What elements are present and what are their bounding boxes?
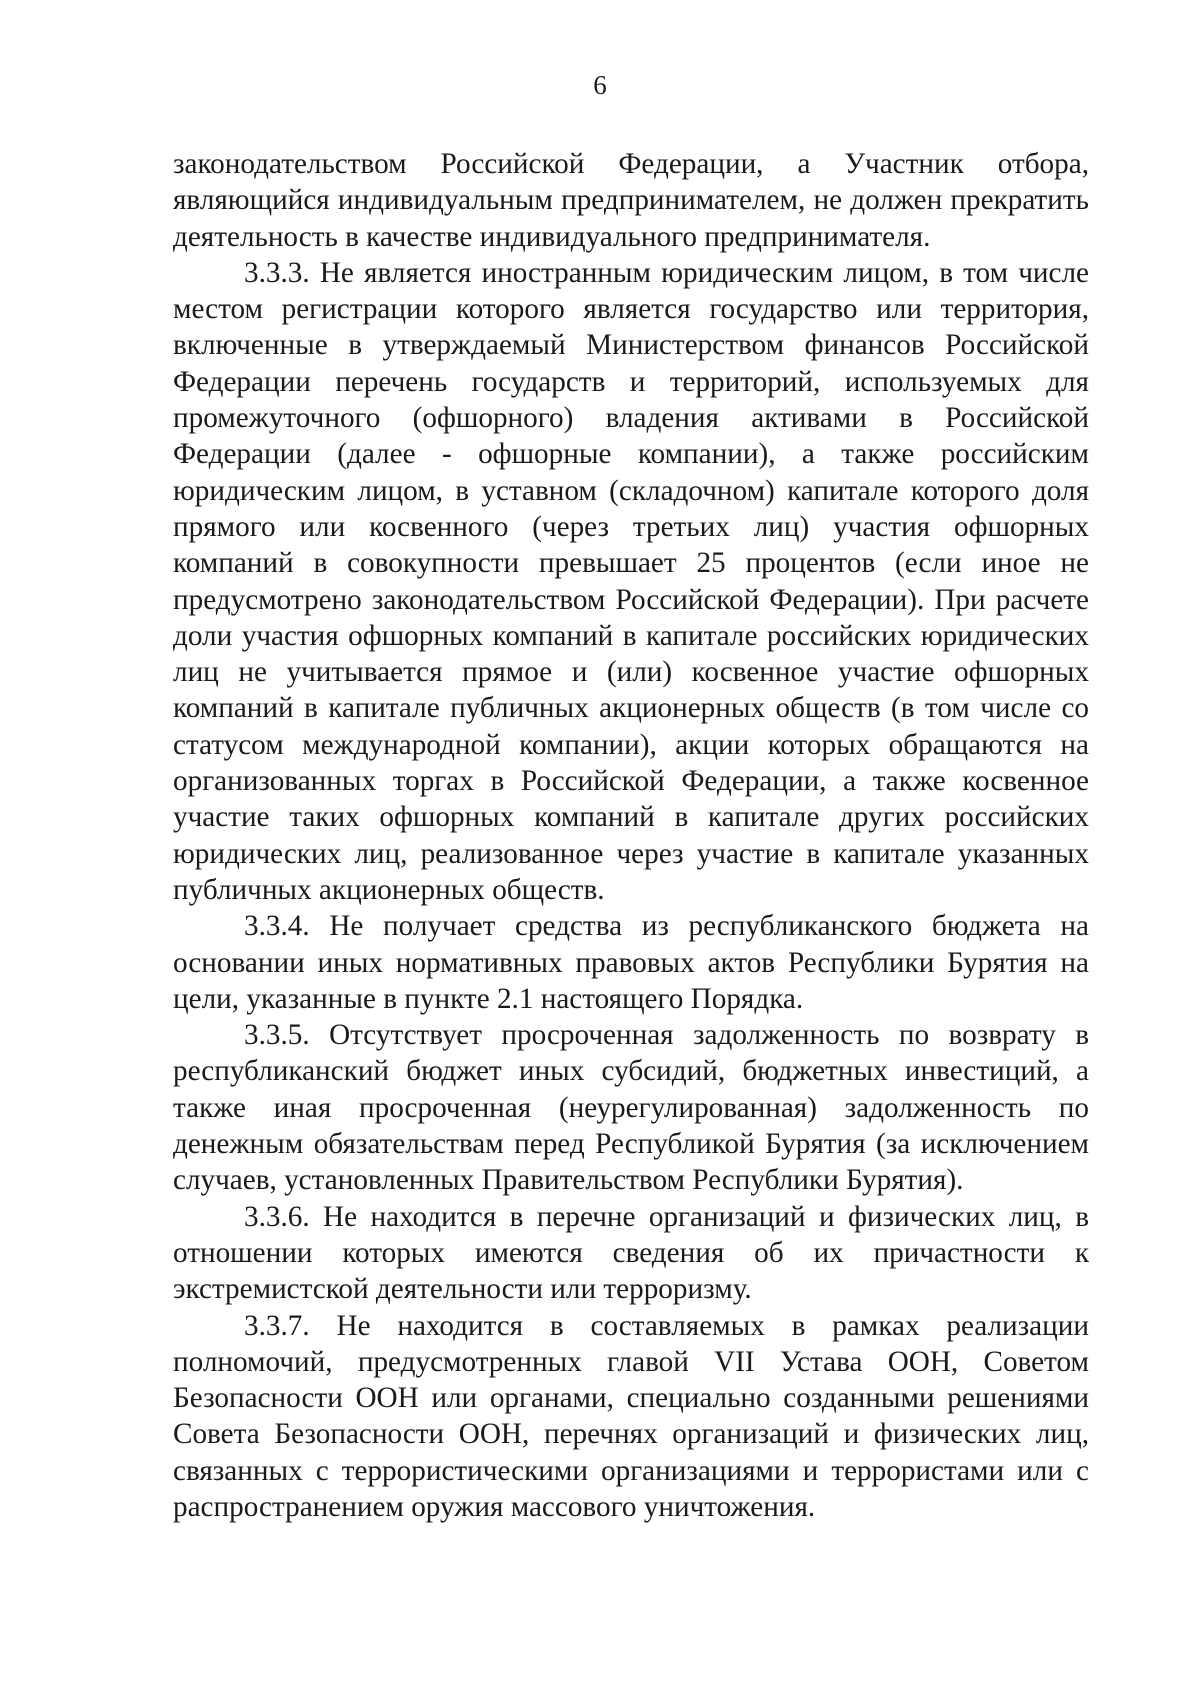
paragraph-3-3-4: 3.3.4. Не получает средства из республиканского бюджета на основании иных нормативных правовых актов Республики Бурятия на цели, указанные в пункте 2.1 настоящего Порядка.	[173, 910, 1089, 1015]
document-body	[173, 146, 1089, 1525]
paragraph-continuation: законодательством Российской Федерации, а Участник отбора, являющийся индивидуальным предпринимателем, не должен прекратить деятельность в качестве индивидуального предпринимателя.	[173, 148, 1089, 253]
paragraph-3-3-7: 3.3.7. Не находится в составляемых в рамках реализации полномочий, предусмотренных главой VII Устава ООН, Советом Безопасности ООН или органами, специально созданными решениями Совета Безопасности ООН, перечнях организаций и физических лиц, связанных с террористическими организациями и террористами или с распространением оружия массового уничтожения.	[173, 1309, 1089, 1523]
paragraph-3-3-6: 3.3.6. Не находится в перечне организаций и физических лиц, в отношении которых имеются сведения об их причастности к экстремистской деятельности или терроризму.	[173, 1200, 1089, 1306]
paragraph-3-3-3: 3.3.3. Не является иностранным юридическим лицом, в том числе местом регистрации которого является государство или территория, включенные в утверждаемый Министерством финансов Российской Федерации перечень государств и территорий, используемых для промежуточного (офшорного) владения активами в Российской Федерации (далее - офшорные компании), а также российским юридическим лицом, в уставном (складочном) капитале которого доля прямого или косвенного (через третьих лиц) участия офшорных компаний в совокупности превышает 25 процентов (если иное не предусмотрено законодательством Российской Федерации). При расчете доли участия офшорных компаний в капитале российских юридических лиц не учитывается прямое и (или) косвенное участие офшорных компаний в капитале публичных акционерных обществ (в том числе со статусом международной компании), акции которых обращаются на организованных торгах в Российской Федерации, а также косвенное участие таких офшорных компаний в капитале других российских юридических лиц, реализованное через участие в капитале указанных публичных акционерных обществ.	[173, 256, 1089, 906]
paragraph-3-3-5: 3.3.5. Отсутствует просроченная задолженность по возврату в республиканский бюджет иных субсидий, бюджетных инвестиций, а также иная просроченная (неурегулированная) задолженность по денежным обязательствам перед Республикой Бурятия (за исключением случаев, установленных Правительством Республики Бурятия).	[173, 1019, 1089, 1197]
page-number: 6	[593, 70, 607, 100]
